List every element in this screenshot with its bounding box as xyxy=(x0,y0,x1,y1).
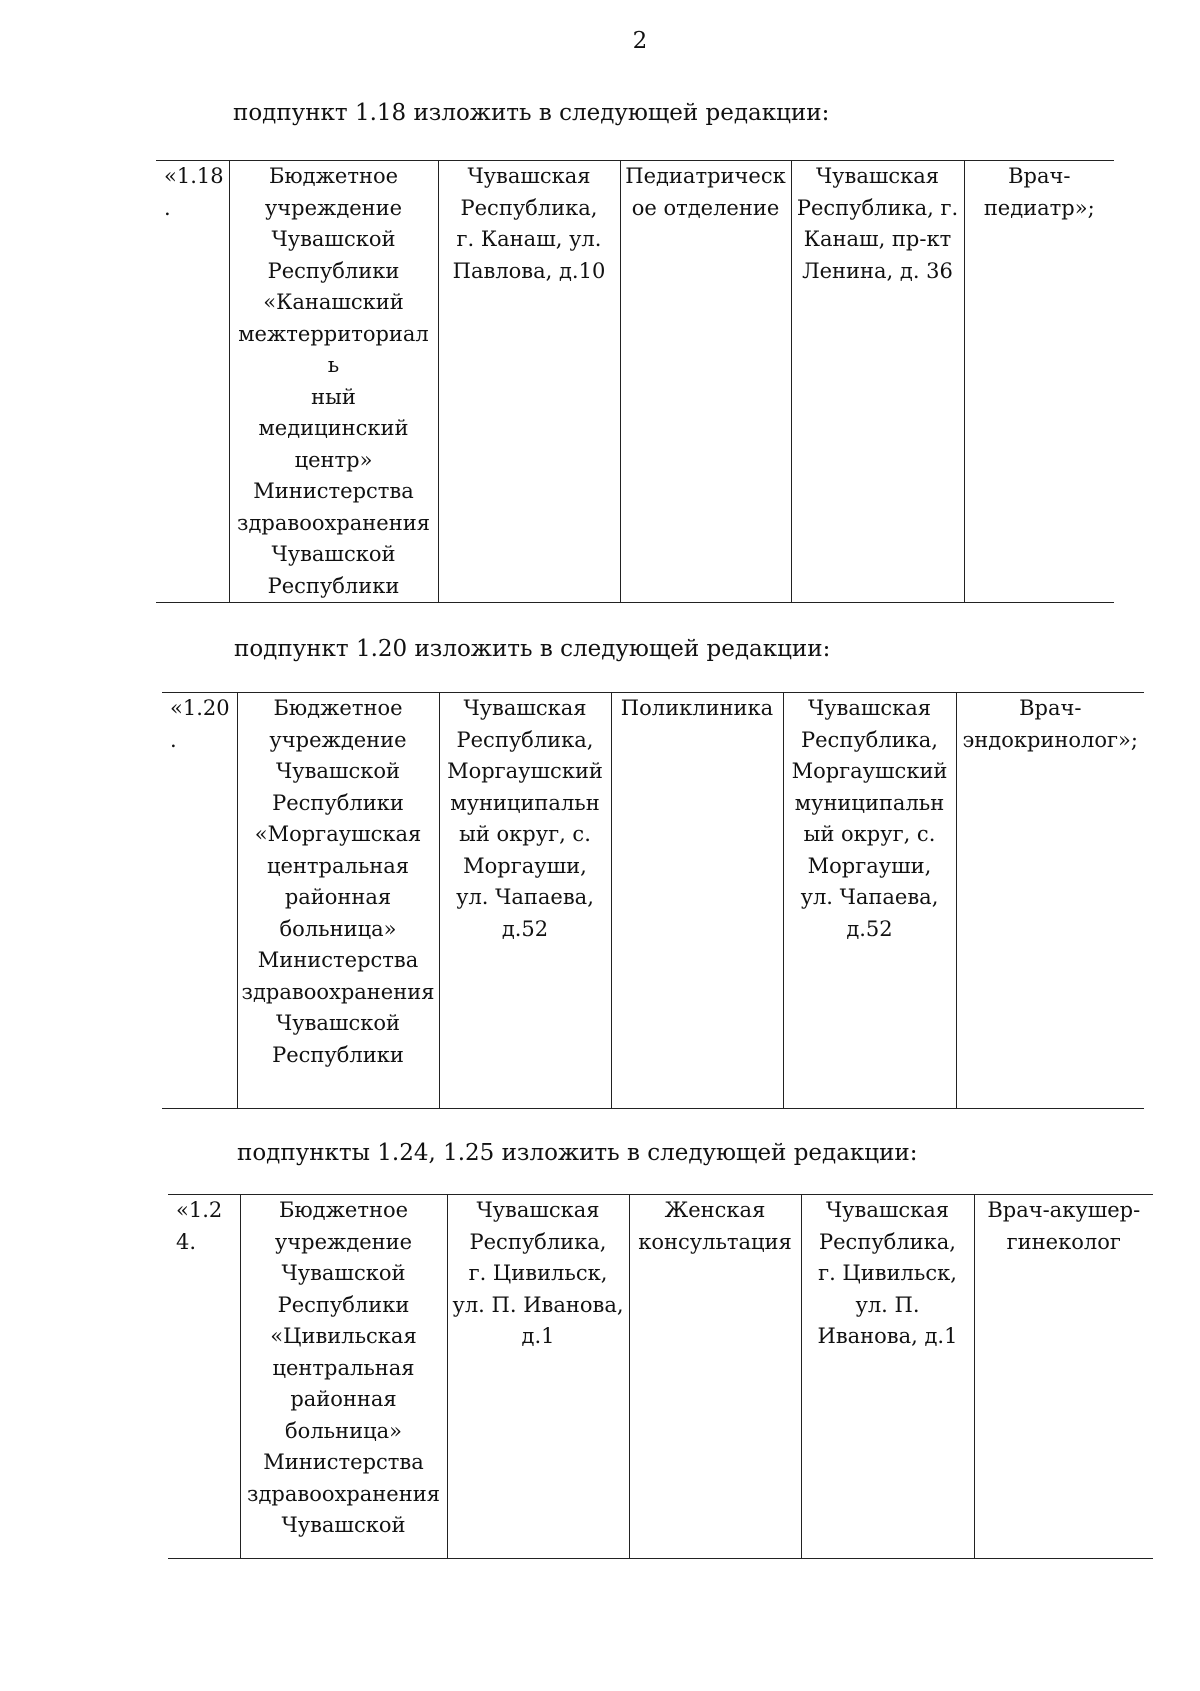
institution-cell: Бюджетное учреждение Чувашской Республики «Канашский межтерриториаль ный медицинский центр» Министерства здравоохранения Чувашской Республики xyxy=(229,161,438,603)
address-cell: Чувашская Республика, Моргаушский муниципальн ый округ, с. Моргауши, ул. Чапаева, д.52 xyxy=(439,693,611,1109)
amendment-table-1-20 xyxy=(162,692,1144,1109)
department-address-cell: Чувашская Республика, Моргаушский муниципальн ый округ, с. Моргауши, ул. Чапаева, д.52 xyxy=(783,693,956,1109)
department-cell: Педиатрическ ое отделение xyxy=(620,161,791,603)
position-cell: Врач- педиатр»; xyxy=(964,161,1114,603)
address-cell: Чувашская Республика, г. Канаш, ул. Павлова, д.10 xyxy=(438,161,620,603)
row-number: «1.18. xyxy=(156,161,229,603)
institution-cell: Бюджетное учреждение Чувашской Республики «Цивильская центральная районная больница» Министерства здравоохранения Чувашской xyxy=(240,1195,447,1559)
position-cell: Врач- эндокринолог»; xyxy=(956,693,1144,1109)
section-heading-1-18: подпункт 1.18 изложить в следующей редакции: xyxy=(233,100,830,126)
table-row xyxy=(162,693,1144,1109)
address-cell: Чувашская Республика, г. Цивильск, ул. П. Иванова, д.1 xyxy=(447,1195,629,1559)
position-cell: Врач-акушер- гинеколог xyxy=(974,1195,1153,1559)
amendment-table-1-18 xyxy=(156,160,1114,603)
row-number: «1.24. xyxy=(168,1195,240,1559)
institution-cell: Бюджетное учреждение Чувашской Республики «Моргаушская центральная районная больница» Министерства здравоохранения Чувашской Республики xyxy=(237,693,439,1109)
page-number: 2 xyxy=(632,28,648,54)
table-row xyxy=(156,161,1114,603)
table-row xyxy=(168,1195,1153,1559)
department-address-cell: Чувашская Республика, г. Цивильск, ул. П. Иванова, д.1 xyxy=(801,1195,974,1559)
section-heading-1-24: подпункты 1.24, 1.25 изложить в следующей редакции: xyxy=(237,1140,918,1166)
department-cell: Женская консультация xyxy=(629,1195,801,1559)
row-number: «1.20. xyxy=(162,693,237,1109)
section-heading-1-20: подпункт 1.20 изложить в следующей редакции: xyxy=(234,636,831,662)
department-address-cell: Чувашская Республика, г. Канаш, пр-кт Ленина, д. 36 xyxy=(791,161,964,603)
department-cell: Поликлиника xyxy=(611,693,783,1109)
amendment-table-1-24 xyxy=(168,1194,1153,1559)
